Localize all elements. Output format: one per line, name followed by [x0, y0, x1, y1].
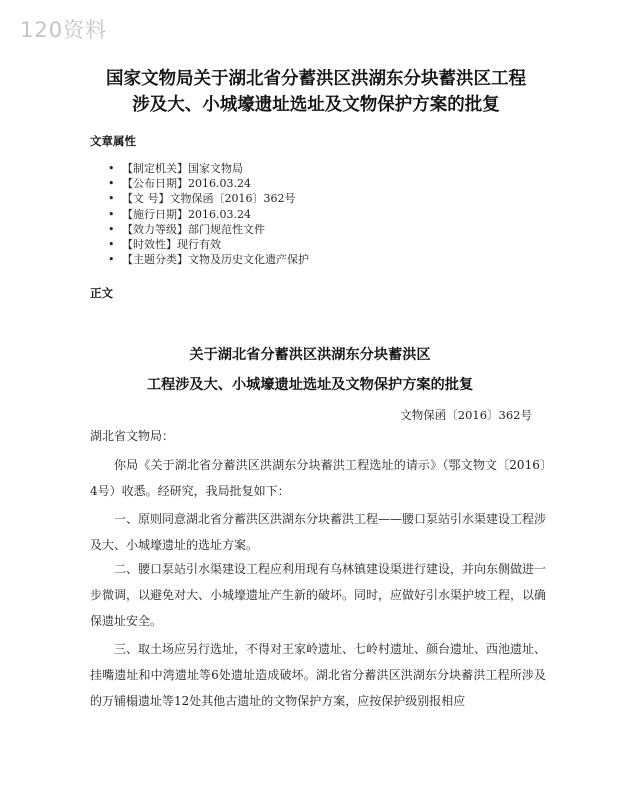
document-title-line-1: 国家文物局关于湖北省分蓄洪区洪湖东分块蓄洪区工程	[106, 69, 526, 89]
property-validity: • 【时效性】现行有效	[108, 237, 309, 252]
property-publish-date: • 【公布日期】2016.03.24	[108, 176, 309, 191]
document-number: 文物保函〔2016〕362号	[400, 408, 532, 422]
document-title	[86, 66, 546, 118]
paragraph-intro: 你局《关于湖北省分蓄洪区洪湖东分块蓄洪工程选址的请示》（鄂文物文〔2016〕4号）收悉。经研究，我局批复如下：	[90, 458, 546, 498]
paragraph-item-1: 一、原则同意湖北省分蓄洪区洪湖东分块蓄洪工程——腰口泵站引水渠建设工程涉及大、小城壕遗址的选址方案。	[90, 512, 547, 552]
paragraph-item-2: 二、腰口泵站引水渠建设工程应利用现有乌林镇建设渠进行建设，并向东侧做进一步微调，以避免对大、小城壕遗址产生新的破坏。同时，应做好引水渠护坡工程，以确保遗址安全。	[90, 562, 547, 628]
property-effective-date: • 【施行日期】2016.03.24	[108, 207, 309, 222]
watermark: 120资料	[20, 18, 108, 42]
property-document-number: • 【文 号】文物保函〔2016〕362号	[108, 191, 309, 206]
body-title-line-1: 关于湖北省分蓄洪区洪湖东分块蓄洪区	[189, 347, 431, 363]
addressee: 湖北省文物局：	[90, 429, 175, 443]
property-subject: • 【主题分类】文物及历史文化遗产保护	[108, 252, 309, 267]
paragraph-item-3: 三、取土场应另行选址，不得对王家岭遗址、七岭村遗址、颜台遗址、西池遗址、挂嘴遗址和中湾遗址等6处遗址造成破坏。湖北省分蓄洪区洪湖东分块蓄洪工程所涉及的万铺榻遗址等12处其他古遗址的文物保护方案，应按保护级别报相应	[90, 642, 547, 708]
body-title-line-2: 工程涉及大、小城壕遗址选址及文物保护方案的批复	[146, 377, 474, 393]
section-label-attributes: 文章属性	[90, 134, 136, 148]
property-issuing-authority: • 【制定机关】国家文物局	[108, 161, 309, 176]
properties-list	[108, 161, 309, 267]
document-title-line-2: 涉及大、小城壕遗址选址及文物保护方案的批复	[132, 95, 500, 115]
section-label-body: 正文	[90, 286, 113, 300]
property-legal-level: • 【效力等级】部门规范性文件	[108, 222, 309, 237]
